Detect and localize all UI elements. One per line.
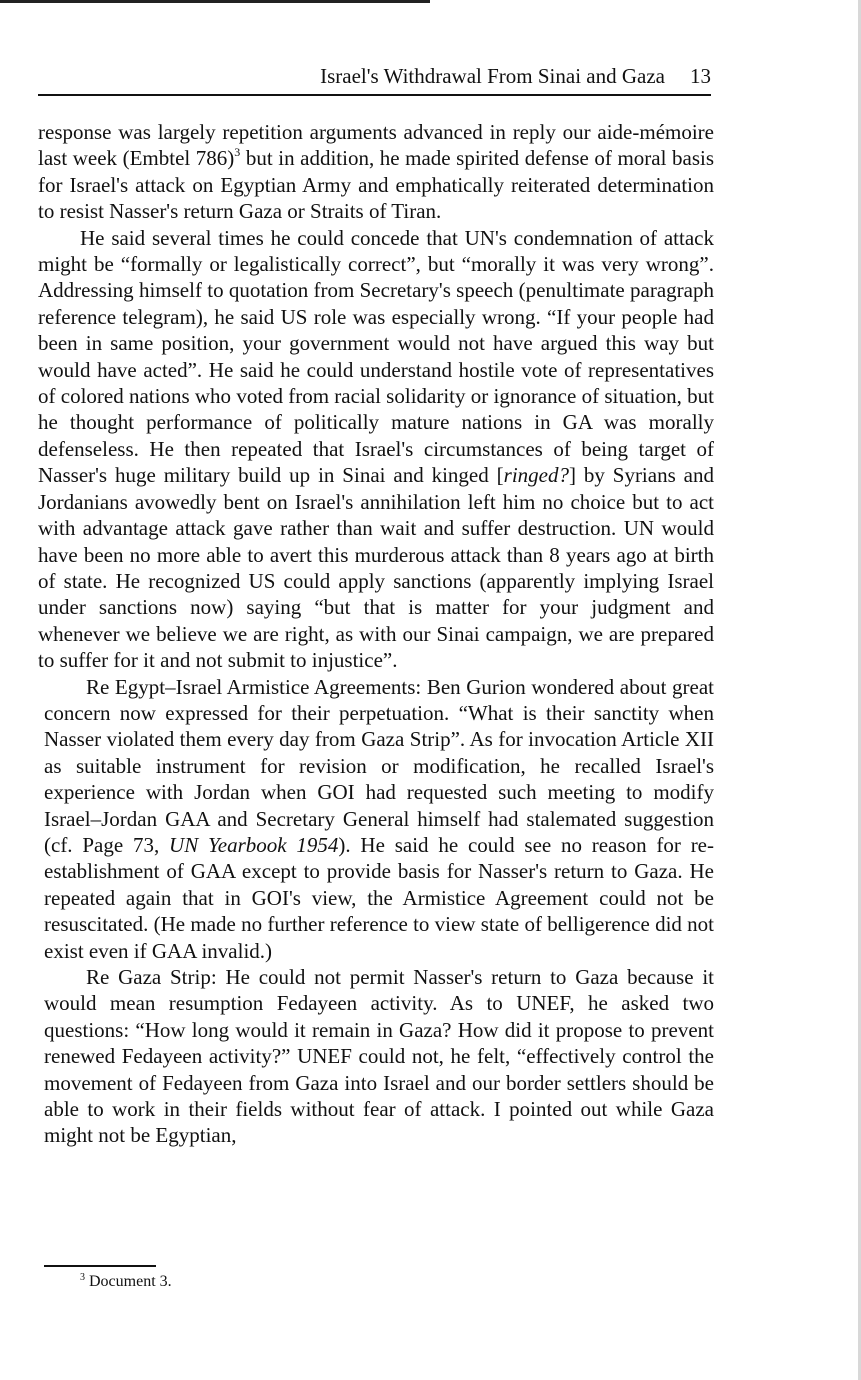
paragraph-text: response was largely repetition arguments advanced in reply our aide-mémoire last week (Embtel 786) <box>38 120 714 171</box>
paragraph-un-condemnation <box>38 225 714 674</box>
paragraph-armistice-agreements <box>38 674 714 964</box>
footnote-number: 3 <box>80 1272 85 1283</box>
italic-insertion: ringed? <box>503 463 569 488</box>
footnote-text: Document 3. <box>85 1273 172 1290</box>
paragraph-text: He said several times he could concede that UN's condemnation of attack might be “formally or legalistically correct”, but “morally it was very wrong”. Addressing himself to quotation from Secretary's speech (penultimate paragraph reference telegram), he said US role was especially wrong. “If your people had been in same position, your government would not have argued this way but would have acted”. He said he could understand hostile vote of representatives of colored nations who voted from racial solidarity or ignorance of situation, but he thought performance of politically mature nations in GA was morally defenseless. He then repeated that Israel's circumstances of being target of Nasser's huge military build up in Sinai and kinged [ <box>38 225 714 488</box>
top-scan-rule <box>0 0 430 3</box>
paragraph-text: Re Egypt–Israel Armistice Agreements: Ben Gurion wondered about great concern now expressed for their perpetuation. “What is their sanctity when Nasser violated them every day from Gaza Strip”. As for invocation Article XII as suitable instrument for revision or modification, he recalled Israel's experience with Jordan when GOI had requested such meeting to modify Israel–Jordan GAA and Secretary General himself had stalemated suggestion (cf. Page 73, <box>44 674 714 857</box>
footnote <box>80 1272 172 1292</box>
paragraph-continuation <box>38 119 714 225</box>
paragraph-text: ] by Syrians and Jordanians avowedly bent on Israel's annihilation left him no choice but to act with advantage attack gave rather than wait and suffer destruction. UN would have been no more able to avert this murderous attack than 8 years ago at birth of state. He recognized US could apply sanctions (apparently implying Israel under sanctions now) saying “but that is matter for your judgment and whenever we believe we are right, as with our Sinai campaign, we are prepared to suffer for it and not submit to injustice”. <box>38 463 714 673</box>
running-header-title: Israel's Withdrawal From Sinai and Gaza <box>320 64 665 88</box>
italic-citation: UN Yearbook 1954 <box>169 832 339 857</box>
page-number: 13 <box>690 64 711 88</box>
body-text <box>38 119 714 1149</box>
paragraph-gaza-strip <box>38 964 714 1149</box>
paragraph-text: ). He said he could see no reason for re-establishment of GAA except to provide basis for Nasser's return to Gaza. He repeated again that in GOI's view, the Armistice Agreement could not be resuscitated. (He made no further reference to view state of belligerence did not exist even if GAA invalid.) <box>44 832 714 963</box>
footnote-reference: 3 <box>234 145 241 160</box>
footnote-rule <box>44 1265 156 1267</box>
running-header <box>38 60 711 96</box>
paragraph-text: Re Gaza Strip: He could not permit Nasser's return to Gaza because it would mean resumption Fedayeen activity. As to UNEF, he asked two questions: “How long would it remain in Gaza? How did it propose to prevent renewed Fedayeen activity?” UNEF could not, he felt, “effectively control the movement of Fedayeen from Gaza into Israel and our border settlers should be able to work in their fields without fear of attack. I pointed out while Gaza might not be Egyptian, <box>44 965 714 1148</box>
paragraph-text: but in addition, he made spirited defense of moral basis for Israel's attack on Egyptian Army and emphatically reiterated determination to resist Nasser's return Gaza or Straits of Tiran. <box>38 146 714 224</box>
